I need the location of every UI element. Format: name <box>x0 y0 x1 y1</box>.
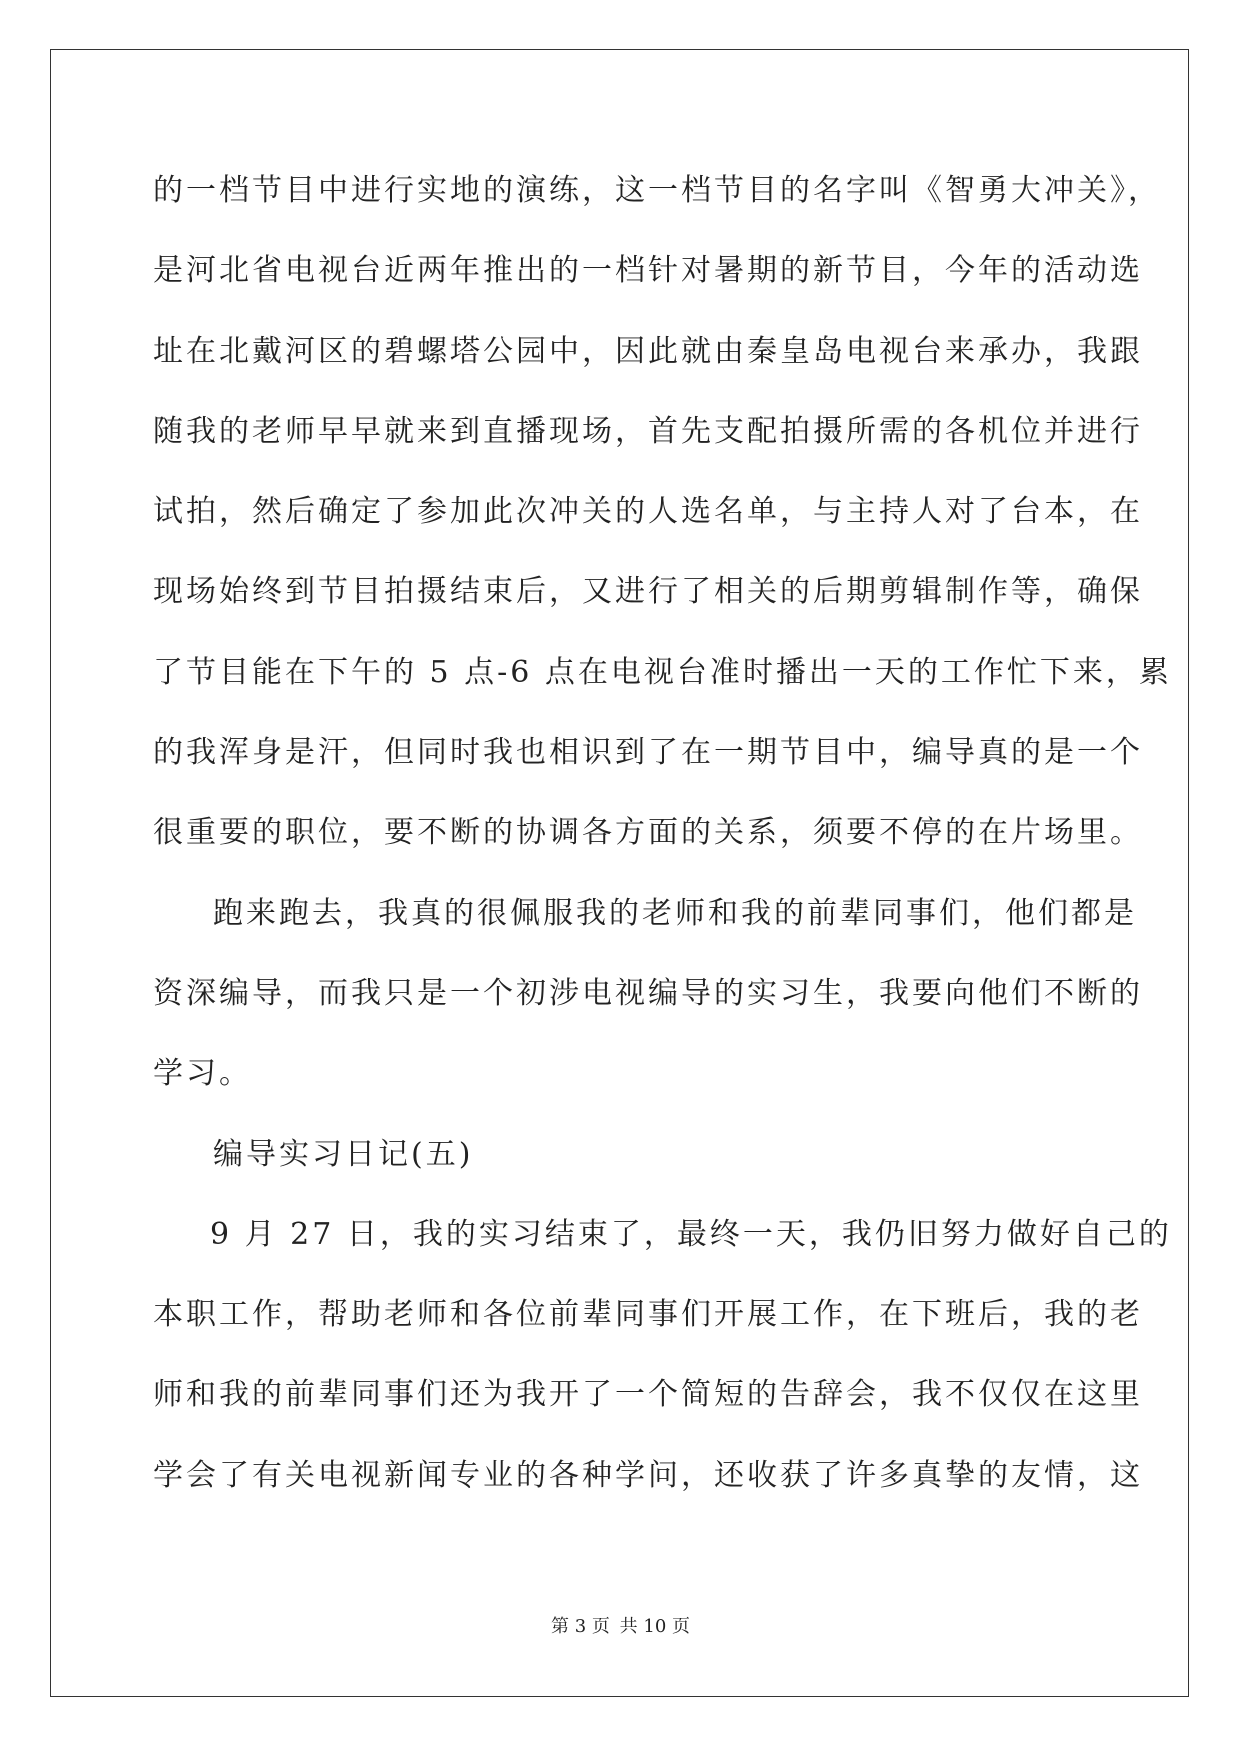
page-footer <box>0 1612 1241 1638</box>
text-line: 学习。 <box>153 1056 252 1091</box>
text-line: 试拍，然后确定了参加此次冲关的人选名单，与主持人对了台本，在 <box>153 494 1143 529</box>
text-line: 的一档节目中进行实地的演练，这一档节目的名字叫《智勇大冲关》， <box>153 173 1161 208</box>
text-line: 资深编导，而我只是一个初涉电视编导的实习生，我要向他们不断的 <box>153 976 1143 1011</box>
text-line: 跑来跑去，我真的很佩服我的老师和我的前辈同事们，他们都是 <box>213 896 1137 931</box>
text-line: 本职工作，帮助老师和各位前辈同事们开展工作，在下班后，我的老 <box>153 1297 1143 1332</box>
page-border <box>50 49 1189 1697</box>
page-number: 第 3 页 <box>551 1616 610 1637</box>
text-line: 现场始终到节目拍摄结束后，又进行了相关的后期剪辑制作等，确保 <box>153 574 1143 609</box>
text-line: 址在北戴河区的碧螺塔公园中，因此就由秦皇岛电视台来承办，我跟 <box>153 334 1143 369</box>
text-line: 学会了有关电视新闻专业的各种学问，还收获了许多真挚的友情，这 <box>153 1458 1143 1493</box>
text-line: 了节目能在下午的 5 点-6 点在电视台准时播出一天的工作忙下来，累 <box>153 655 1172 690</box>
text-line: 是河北省电视台近两年推出的一档针对暑期的新节目，今年的活动选 <box>153 253 1143 288</box>
text-line: 9 月 27 日，我的实习结束了，最终一天，我仍旧努力做好自己的 <box>210 1217 1172 1252</box>
text-line: 师和我的前辈同事们还为我开了一个简短的告辞会，我不仅仅在这里 <box>153 1377 1143 1412</box>
text-line: 很重要的职位，要不断的协调各方面的关系，须要不停的在片场里。 <box>153 815 1143 850</box>
text-line: 随我的老师早早就来到直播现场，首先支配拍摄所需的各机位并进行 <box>153 414 1143 449</box>
section-heading: 编导实习日记(五) <box>213 1137 474 1172</box>
text-line: 的我浑身是汗，但同时我也相识到了在一期节目中，编导真的是一个 <box>153 735 1143 770</box>
page-total: 共 10 页 <box>619 1616 690 1637</box>
